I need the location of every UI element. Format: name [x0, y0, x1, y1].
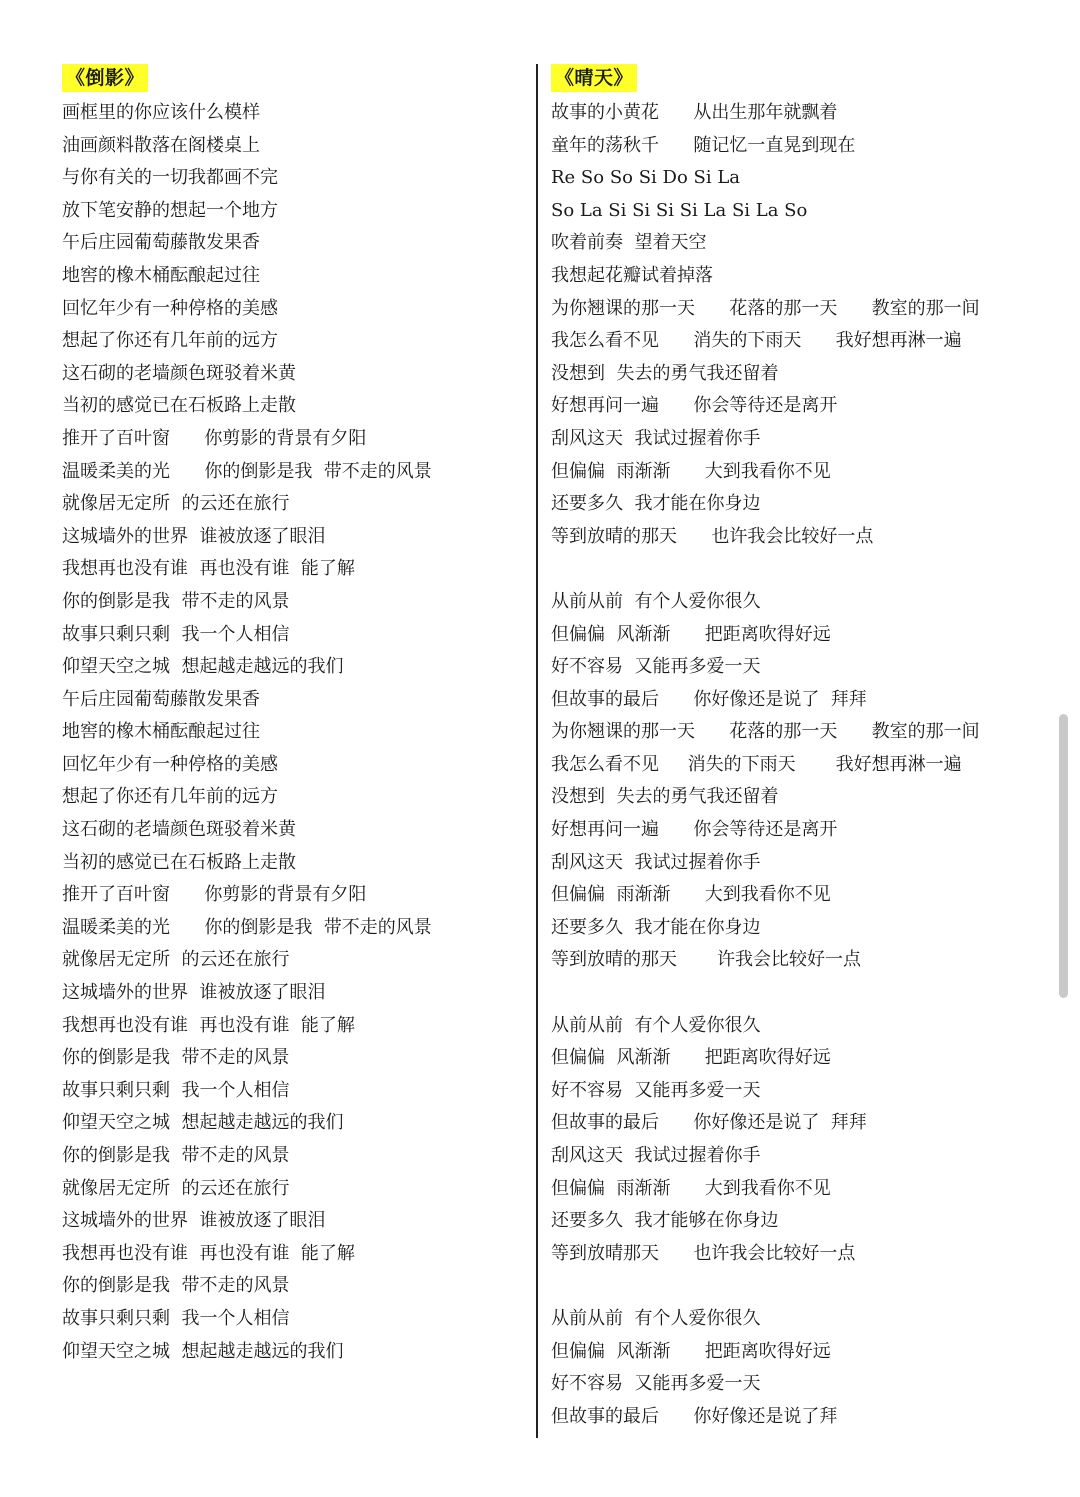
left-lyrics-column	[62, 64, 522, 1368]
left-lyric-line: 我想再也没有谁 再也没有谁 能了解	[62, 1014, 355, 1036]
left-lyric-line: 与你有关的一切我都画不完	[62, 167, 278, 189]
right-lyric-line	[551, 553, 1021, 586]
left-lyric-line: 就像居无定所 的云还在旅行	[62, 1177, 290, 1199]
right-lyric-line	[551, 977, 1021, 1010]
right-lyrics-column	[551, 64, 1021, 1433]
vertical-scrollbar[interactable]	[1059, 714, 1068, 998]
left-lyric-line: 放下笔安静的想起一个地方	[62, 199, 278, 221]
left-lyric-line: 画框里的你应该什么模样	[62, 102, 260, 123]
right-lyric-line: 但偏偏 雨渐渐 大到我看你不见	[551, 1177, 831, 1199]
right-lyric-line: 从前从前 有个人爱你很久	[551, 590, 761, 612]
column-divider	[536, 64, 538, 1438]
left-lyric-line: 就像居无定所 的云还在旅行	[62, 949, 290, 971]
left-lyric-line: 仰望天空之城 想起越走越远的我们	[62, 1112, 344, 1134]
left-lyric-line: 你的倒影是我 带不走的风景	[62, 1275, 290, 1297]
right-lyric-line: 还要多久 我才能在你身边	[551, 916, 761, 938]
left-lyric-line: 想起了你还有几年前的远方	[62, 330, 278, 352]
left-lyric-line: 就像居无定所 的云还在旅行	[62, 493, 290, 515]
right-lyric-line: 但故事的最后 你好像还是说了 拜拜	[551, 1112, 867, 1134]
left-lyric-line: 这石砌的老墙颜色斑驳着米黄	[62, 819, 296, 841]
left-lyric-line: 当初的感觉已在石板路上走散	[62, 395, 296, 417]
left-lyric-line: 你的倒影是我 带不走的风景	[62, 1047, 290, 1069]
left-lyric-line: 地窖的橡木桶酝酿起过往	[62, 264, 260, 286]
left-lyric-line: 午后庄园葡萄藤散发果香	[62, 688, 260, 710]
right-lyric-line: 但偏偏 雨渐渐 大到我看你不见	[551, 460, 831, 482]
left-lyric-line: 温暖柔美的光 你的倒影是我 带不走的风景	[62, 916, 432, 938]
left-lyric-line: 你的倒影是我 带不走的风景	[62, 1145, 290, 1166]
left-lyric-line: 推开了百叶窗 你剪影的背景有夕阳	[62, 427, 367, 449]
left-lyric-line: 故事只剩只剩 我一个人相信	[62, 1079, 290, 1101]
right-lyric-line: 故事的小黄花 从出生那年就飘着	[551, 102, 838, 123]
left-lyric-line: 仰望天空之城 想起越走越远的我们	[62, 1340, 344, 1362]
right-lyric-line: 但故事的最后 你好像还是说了 拜拜	[551, 688, 867, 710]
right-lyric-line: 为你翘课的那一天 花落的那一天 教室的那一间	[551, 721, 980, 743]
left-lyric-line: 这城墙外的世界 谁被放逐了眼泪	[62, 1210, 326, 1232]
left-lyric-line: 当初的感觉已在石板路上走散	[62, 851, 296, 873]
right-lyric-line: 等到放晴那天 也许我会比较好一点	[551, 1242, 856, 1264]
left-lyric-line: 故事只剩只剩 我一个人相信	[62, 1307, 290, 1329]
right-lyric-line: 为你翘课的那一天 花落的那一天 教室的那一间	[551, 297, 980, 319]
left-lyrics-lines	[62, 97, 522, 1368]
right-lyric-line: 刮风这天 我试过握着你手	[551, 1145, 761, 1166]
left-lyric-line: 这城墙外的世界 谁被放逐了眼泪	[62, 525, 326, 547]
right-lyric-line: 但偏偏 风渐渐 把距离吹得好远	[551, 1340, 831, 1362]
right-lyric-line: 吹着前奏 望着天空	[551, 232, 707, 254]
right-lyric-line: 童年的荡秋千 随记忆一直晃到现在	[551, 134, 856, 156]
right-lyric-line: 从前从前 有个人爱你很久	[551, 1307, 761, 1329]
left-lyric-line: 这石砌的老墙颜色斑驳着米黄	[62, 362, 296, 384]
left-lyric-line: 温暖柔美的光 你的倒影是我 带不走的风景	[62, 460, 432, 482]
left-lyric-line: 我想再也没有谁 再也没有谁 能了解	[62, 558, 355, 580]
right-lyric-line: 好不容易 又能再多爱一天	[551, 656, 761, 678]
right-lyric-line: 但故事的最后 你好像还是说了拜	[551, 1405, 838, 1427]
right-lyric-line: 刮风这天 我试过握着你手	[551, 851, 761, 873]
right-lyric-line: 好不容易 又能再多爱一天	[551, 1079, 761, 1101]
right-lyric-line: 没想到 失去的勇气我还留着	[551, 786, 779, 808]
left-lyric-line: 这城墙外的世界 谁被放逐了眼泪	[62, 982, 326, 1004]
right-lyric-line: Re So So Si Do Si La	[551, 167, 740, 189]
right-lyric-line: 等到放晴的那天 许我会比较好一点	[551, 949, 862, 971]
right-lyric-line: 还要多久 我才能够在你身边	[551, 1210, 779, 1232]
right-lyric-line: 但偏偏 雨渐渐 大到我看你不见	[551, 884, 831, 906]
right-song-title: 《晴天》	[551, 64, 637, 92]
left-lyric-line: 想起了你还有几年前的远方	[62, 786, 278, 808]
left-song-title: 《倒影》	[62, 64, 148, 92]
right-lyric-line: 但偏偏 风渐渐 把距离吹得好远	[551, 1047, 831, 1069]
left-lyric-line: 地窖的橡木桶酝酿起过往	[62, 721, 260, 743]
right-lyric-line	[551, 1270, 1021, 1303]
right-lyric-line: 好想再问一遍 你会等待还是离开	[551, 819, 838, 841]
right-lyric-line: 我怎么看不见 消失的下雨天 我好想再淋一遍	[551, 753, 962, 775]
right-lyric-line: 我想起花瓣试着掉落	[551, 264, 713, 286]
right-lyric-line: 好不容易 又能再多爱一天	[551, 1373, 761, 1395]
left-lyric-line: 回忆年少有一种停格的美感	[62, 753, 278, 775]
right-lyric-line: 等到放晴的那天 也许我会比较好一点	[551, 525, 874, 547]
left-lyric-line: 午后庄园葡萄藤散发果香	[62, 232, 260, 254]
left-lyric-line: 仰望天空之城 想起越走越远的我们	[62, 656, 344, 678]
right-lyric-line: 刮风这天 我试过握着你手	[551, 427, 761, 449]
left-lyric-line: 推开了百叶窗 你剪影的背景有夕阳	[62, 884, 367, 906]
right-lyric-line: 我怎么看不见 消失的下雨天 我好想再淋一遍	[551, 330, 962, 352]
left-lyric-line: 油画颜料散落在阁楼桌上	[62, 134, 260, 156]
right-lyric-line: 没想到 失去的勇气我还留着	[551, 362, 779, 384]
right-lyric-line: So La Si Si Si Si La Si La So	[551, 199, 808, 221]
right-lyrics-lines	[551, 97, 1021, 1433]
left-lyric-line: 我想再也没有谁 再也没有谁 能了解	[62, 1242, 355, 1264]
right-lyric-line: 从前从前 有个人爱你很久	[551, 1014, 761, 1036]
right-lyric-line: 还要多久 我才能在你身边	[551, 493, 761, 515]
left-lyric-line: 故事只剩只剩 我一个人相信	[62, 623, 290, 645]
left-lyric-line: 你的倒影是我 带不走的风景	[62, 590, 290, 612]
right-lyric-line: 但偏偏 风渐渐 把距离吹得好远	[551, 623, 831, 645]
right-lyric-line: 好想再问一遍 你会等待还是离开	[551, 395, 838, 417]
left-lyric-line: 回忆年少有一种停格的美感	[62, 297, 278, 319]
